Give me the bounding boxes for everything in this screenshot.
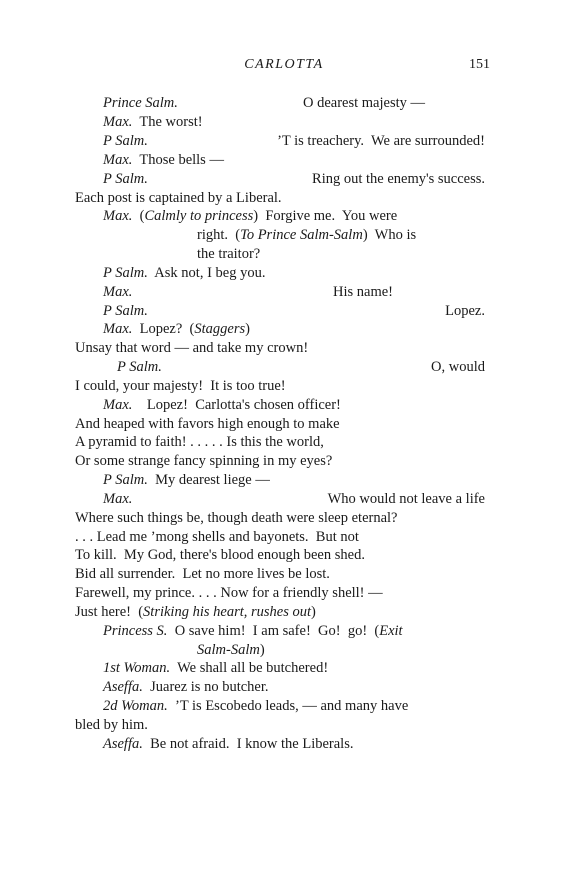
text-line <box>333 284 393 301</box>
text-segment: the traitor? <box>197 246 261 262</box>
italic-segment: Exit <box>379 623 403 639</box>
italic-segment: Max. <box>103 397 133 413</box>
italic-segment: P Salm. <box>103 171 148 187</box>
italic-segment: Prince Salm. <box>103 95 178 111</box>
text-segment: Lopez. <box>445 303 485 319</box>
text-line <box>103 303 148 320</box>
text-segment: The worst! <box>132 114 203 130</box>
text-segment: To kill. My God, there's blood enough been shed. <box>75 547 365 563</box>
text-line <box>75 566 330 583</box>
text-line <box>75 434 324 451</box>
text-segment: ) Who is <box>362 227 417 243</box>
text-segment: O save him! I am safe! Go! go! ( <box>167 623 380 639</box>
text-line <box>277 133 485 150</box>
text-line <box>103 660 328 677</box>
text-line <box>75 547 365 564</box>
text-line <box>103 133 148 150</box>
text-line <box>103 265 265 282</box>
text-line <box>103 679 269 696</box>
text-line <box>117 359 162 376</box>
text-segment: ) <box>311 604 316 620</box>
italic-segment: Aseffa. <box>103 736 143 752</box>
text-line <box>75 585 383 602</box>
text-line <box>197 642 265 659</box>
text-line <box>75 529 359 546</box>
text-line <box>103 491 132 508</box>
text-line <box>445 303 485 320</box>
italic-segment: To Prince Salm-Salm <box>240 227 363 243</box>
italic-segment: Aseffa. <box>103 679 143 695</box>
italic-segment: Max. <box>103 284 133 300</box>
text-segment: Ring out the enemy's success. <box>312 171 485 187</box>
italic-segment: 2d Woman. <box>103 698 168 714</box>
text-segment: We shall all be butchered! <box>170 660 329 676</box>
text-line <box>103 321 250 338</box>
text-line <box>75 190 282 207</box>
italic-segment: Max. <box>103 152 133 168</box>
text-segment: O, would <box>431 359 485 375</box>
text-line <box>75 416 340 433</box>
text-segment: Juarez is no butcher. <box>142 679 269 695</box>
text-segment: ) <box>259 642 265 658</box>
italic-segment: P Salm. <box>103 133 148 149</box>
text-line <box>75 340 308 357</box>
text-segment: Where such things be, though death were sleep eternal? <box>75 510 398 526</box>
text-line <box>197 227 416 244</box>
italic-segment: P Salm. <box>117 359 162 375</box>
text-line <box>75 378 286 395</box>
text-segment: Those bells — <box>132 152 224 168</box>
italic-segment: Max. <box>103 208 133 224</box>
text-line <box>103 472 270 489</box>
text-line <box>75 453 332 470</box>
text-segment: I could, your majesty! It is too true! <box>75 378 286 394</box>
text-line <box>103 736 353 753</box>
text-line <box>103 114 203 131</box>
text-segment: ’T is Escobedo leads, — and many have <box>167 698 409 714</box>
italic-segment: Max. <box>103 114 133 130</box>
text-line <box>103 208 397 225</box>
page-number: 151 <box>469 57 490 72</box>
text-segment: ) Forgive me. You were <box>253 208 398 224</box>
italic-segment: Max. <box>103 491 133 507</box>
text-line <box>312 171 485 188</box>
italic-segment: P Salm. <box>103 303 148 319</box>
italic-segment: 1st Woman. <box>103 660 171 676</box>
text-segment: Or some strange fancy spinning in my eyes? <box>75 453 333 469</box>
text-line <box>103 152 224 169</box>
text-segment: Be not afraid. I know the Liberals. <box>142 736 354 752</box>
text-segment: And heaped with favors high enough to make <box>75 416 340 432</box>
text-line <box>103 623 403 640</box>
text-segment: Ask not, I beg you. <box>147 265 266 281</box>
text-segment: A pyramid to faith! . . . . . Is this the world, <box>75 434 324 450</box>
text-segment: Lopez? ( <box>132 321 195 337</box>
text-line <box>103 698 408 715</box>
text-segment: My dearest liege — <box>147 472 270 488</box>
italic-segment: Salm-Salm <box>197 642 260 658</box>
italic-segment: Striking his heart, rushes out <box>143 604 312 620</box>
running-title: CARLOTTA <box>244 57 324 72</box>
text-segment: bled by him. <box>75 717 148 733</box>
text-line <box>103 171 148 188</box>
italic-segment: P Salm. <box>103 472 148 488</box>
text-segment: Farewell, my prince. . . . Now for a friendly shell! — <box>75 585 383 601</box>
text-segment: . . . Lead me ’mong shells and bayonets. But not <box>75 529 359 545</box>
text-line <box>431 359 485 376</box>
text-segment: Bid all surrender. Let no more lives be lost. <box>75 566 330 582</box>
italic-segment: Calmly to princess <box>144 208 254 224</box>
text-segment: ’T is treachery. We are surrounded! <box>277 133 485 149</box>
text-segment: right. ( <box>197 227 241 243</box>
text-segment: O dearest majesty — <box>303 95 426 111</box>
italic-segment: Max. <box>103 321 133 337</box>
text-segment: ) <box>245 321 250 337</box>
text-segment: Who would not leave a life <box>327 491 485 507</box>
text-line <box>75 604 316 621</box>
text-segment: Each post is captained by a Liberal. <box>75 190 282 206</box>
text-line <box>75 510 398 527</box>
text-segment: His name! <box>333 284 393 300</box>
text-line <box>303 95 425 112</box>
italic-segment: P Salm. <box>103 265 148 281</box>
text-line <box>103 95 178 112</box>
italic-segment: Princess S. <box>103 623 168 639</box>
text-segment: Lopez! Carlotta's chosen officer! <box>132 397 341 413</box>
text-segment: ( <box>132 208 145 224</box>
text-segment: Unsay that word — and take my crown! <box>75 340 309 356</box>
text-line <box>328 491 485 508</box>
text-line <box>103 284 132 301</box>
text-line <box>75 717 148 734</box>
text-line <box>197 246 260 263</box>
text-line <box>103 397 341 414</box>
italic-segment: Staggers <box>194 321 246 337</box>
text-segment: Just here! ( <box>75 604 144 620</box>
